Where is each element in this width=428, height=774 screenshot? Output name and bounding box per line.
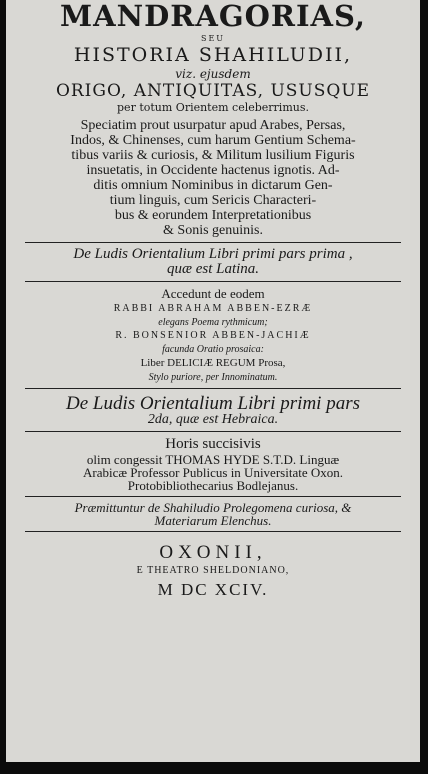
main-title: MANDRAGORIAS, xyxy=(59,0,367,33)
divider-rule xyxy=(25,496,401,497)
accedunt-block xyxy=(6,286,420,384)
horis-line: Horis succisivis xyxy=(165,436,261,452)
divider-rule xyxy=(25,431,401,432)
imprint-press: E THEATRO SHELDONIANO, xyxy=(136,565,290,576)
seu-text: SEU xyxy=(200,34,226,43)
author-bonsenior: R. BONSENIOR ABBEN-JACHIÆ xyxy=(115,330,311,341)
paragraph-line: insuetatis, in Occidente hactenus ignotis. Ad- xyxy=(86,163,340,178)
subtitle-origo: ORIGO, ANTIQUITAS, USUSQUE xyxy=(55,81,371,101)
imprint-year: M DC XCIV. xyxy=(157,580,269,599)
part-two-heading xyxy=(6,394,420,427)
paragraph-line: Indos, & Chinenses, cum harum Gentium Schema- xyxy=(70,133,356,148)
part-one-line: De Ludis Orientalium Libri primi pars prima , xyxy=(73,246,353,262)
praemittuntur-block xyxy=(6,501,420,527)
part-one-line: quæ est Latina. xyxy=(166,261,260,277)
accedunt-line: Accedunt de eodem xyxy=(161,286,265,301)
author-line: Arabicæ Professor Publicus in Universitate Oxon. xyxy=(83,465,343,480)
author-line: Protobibliothecarius Bodlejanus. xyxy=(127,478,299,493)
per-text: per totum Orientem celeberrimus. xyxy=(117,101,309,114)
praemittuntur-line: Materiarum Elenchus. xyxy=(154,513,272,528)
viz-text: viz. ejusdem xyxy=(175,67,251,81)
stylo-line: Stylo puriore, per Innominatum. xyxy=(148,372,278,383)
paragraph-line: & Sonis genuinis. xyxy=(163,223,263,238)
author-line: olim congessit THOMAS HYDE S.T.D. Linguæ xyxy=(86,452,340,467)
title-page xyxy=(6,0,420,762)
imprint-city: OXONII, xyxy=(159,542,267,563)
imprint-block xyxy=(6,542,420,600)
part-two-line: De Ludis Orientalium Libri primi pars xyxy=(65,393,360,414)
title-block xyxy=(6,2,420,113)
oratio-line: facunda Oratio prosaica: xyxy=(162,344,264,355)
divider-rule xyxy=(25,531,401,532)
subtitle-historia: HISTORIA SHAHILUDII, xyxy=(73,44,353,66)
paragraph-line: Speciatim prout usurpatur apud Arabes, Persas, xyxy=(80,118,346,133)
part-one-heading xyxy=(6,247,420,277)
paragraph-line: ditis omnium Nominibus in dictarum Gen- xyxy=(93,178,333,193)
poema-line: elegans Poema rythmicum; xyxy=(158,317,268,328)
paragraph-line: tibus variis & curiosis, & Militum lusilium Figuris xyxy=(71,148,355,163)
author-abben-ezra: RABBI ABRAHAM ABBEN-EZRÆ xyxy=(113,303,313,314)
divider-rule xyxy=(25,281,401,282)
author-block xyxy=(6,436,420,492)
paragraph-line: tium linguis, cum Sericis Characteri- xyxy=(109,193,317,208)
description-paragraph xyxy=(17,118,409,238)
divider-rule xyxy=(25,242,401,243)
liber-line: Liber DELICIÆ REGUM Prosa, xyxy=(140,357,286,369)
part-two-line: 2da, quæ est Hebraica. xyxy=(147,412,279,427)
praemittuntur-line: Præmittuntur de Shahiludio Prolegomena curiosa, & xyxy=(74,500,352,515)
divider-rule xyxy=(25,388,401,389)
paragraph-line: bus & eorundem Interpretationibus xyxy=(114,208,312,223)
